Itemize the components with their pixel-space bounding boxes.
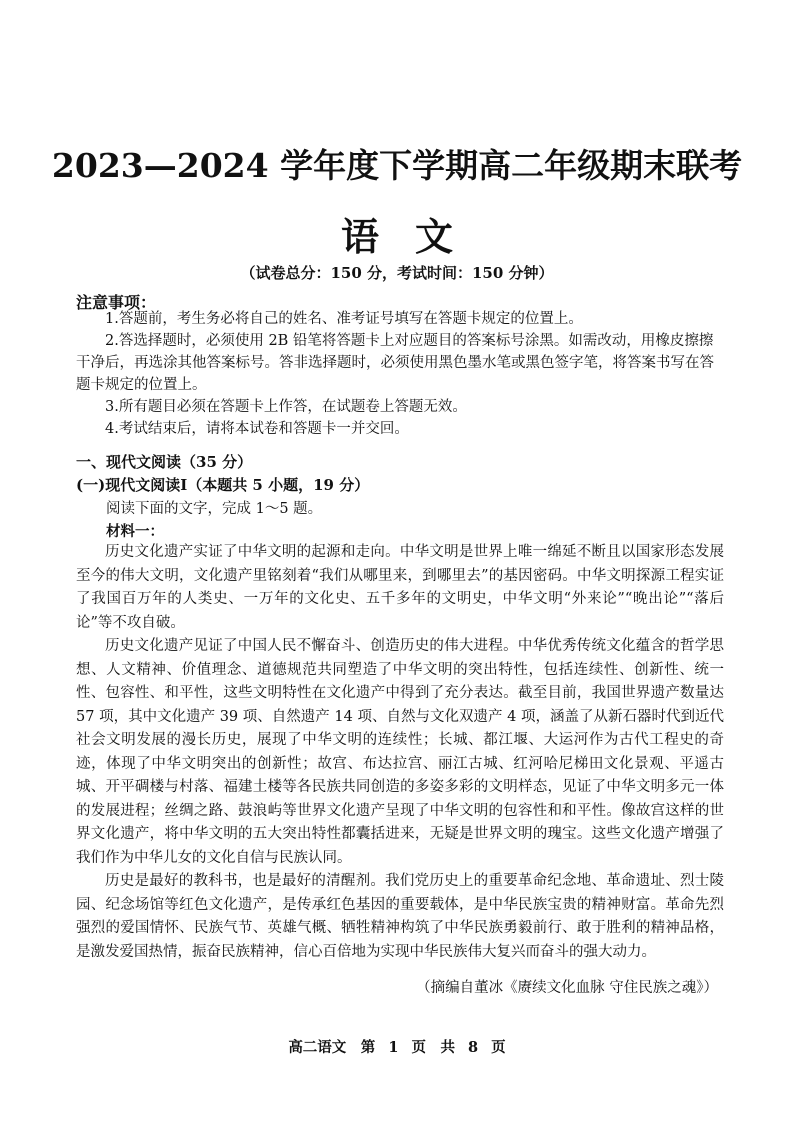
notice-list: [76, 308, 724, 440]
notice-heading: 注意事项：: [76, 293, 157, 312]
section-heading: 一、现代文阅读（35 分）: [76, 453, 253, 471]
exam-info: （试卷总分：150 分，考试时间：150 分钟）: [240, 264, 554, 282]
reading-instruction: 阅读下面的文字，完成 1～5 题。: [106, 501, 323, 517]
subject-title: 语文: [340, 214, 489, 259]
paragraph: 历史文化遗产见证了中国人民不懈奋斗、创造历史的伟大进程。中华优秀传统文化蕴含的哲学思想、人文精神、价值理念、道德规范共同塑造了中华文明的突出特性，包括连续性、创新性、统一性、包容性、和平性，这些文明特性在文化遗产中得到了充分表达。截至目前，我国世界遗产数量达 57 项，其中文化遗产 39 项、自然遗产 14 项、自然与文化双遗产 4 项，涵盖了从新石器时代到近代社会文明发展的漫长历史，展现了中华文明的连续性；长城、都江堰、大运河作为古代工程史的奇迹，体现了中华文明突出的创新性；故宫、布达拉宫、丽江古城、红河哈尼梯田文化景观、平遥古城、开平碉楼与村落、福建土楼等各民族共同创造的多姿多彩的文明样态，见证了中华文明多元一体的发展进程；丝绸之路、鼓浪屿等世界文化遗产呈现了中华文明的包容性和和平性。像故宫这样的世界文化遗产，将中华文明的五大突出特性都囊括进来，无疑是世界文明的瑰宝。这些文化遗产增强了我们作为中华儿女的文化自信与民族认同。: [76, 638, 724, 866]
notice-item: 3.所有题目必须在答题卡上作答，在试题卷上答题无效。: [105, 399, 467, 415]
paragraph: 历史文化遗产实证了中华文明的起源和走向。中华文明是世界上唯一绵延不断且以国家形态发展至今的伟大文明，文化遗产里铭刻着“我们从哪里来，到哪里去”的基因密码。中华文明探源工程实证了我国百万年的人类史、一万年的文化史、五千多年的文明史，中华文明“外来论”“晚出论”“落后论”等不攻自破。: [76, 544, 724, 631]
material-body: [76, 541, 724, 964]
paragraph: 历史是最好的教科书，也是最好的清醒剂。我们党历史上的重要革命纪念地、革命遗址、烈士陵园、纪念场馆等红色文化遗产，是传承红色基因的重要载体，是中华民族宝贵的精神财富。革命先烈强烈的爱国情怀、民族气节、英雄气概、牺牲精神构筑了中华民族勇毅前行、敢于胜利的精神品格，是激发爱国热情，振奋民族精神，信心百倍地为实现中华民族伟大复兴而奋斗的强大动力。: [76, 873, 724, 960]
page-footer: 高二语文 第 1 页 共 8 页: [288, 1039, 506, 1056]
sub-section-heading: (一)现代文阅读Ⅰ（本题共 5 小题，19 分）: [76, 476, 370, 494]
notice-item: 2.答选择题时，必须使用 2B 铅笔将答题卡上对应题目的答案标号涂黑。如需改动，用橡皮擦擦干净后，再选涂其他答案标号。答非选择题时，必须使用黑色墨水笔或黑色签字笔，将答案书写在答题卡规定的位置上。: [76, 333, 714, 393]
material-label: 材料一：: [106, 523, 164, 540]
exam-title: 2023—2024 学年度下学期高二年级期末联考: [51, 146, 743, 185]
source-citation: （摘编自董冰《赓续文化血脉 守住民族之魂》）: [416, 980, 718, 996]
notice-item: 4.考试结束后，请将本试卷和答题卡一并交回。: [105, 421, 409, 437]
notice-item: 1.答题前，考生务必将自己的姓名、准考证号填写在答题卡规定的位置上。: [105, 311, 583, 327]
